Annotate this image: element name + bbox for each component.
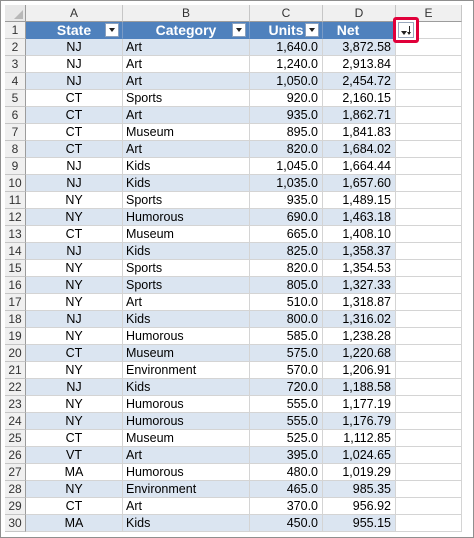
cell-state[interactable]: NY [26, 481, 123, 498]
header-category-label: Category [155, 22, 217, 38]
cell-units[interactable]: 1,035.0 [250, 175, 323, 192]
table-row [5, 158, 462, 175]
table-row [5, 192, 462, 209]
cell-state[interactable]: NY [26, 413, 123, 430]
row-number[interactable]: 29 [5, 498, 26, 515]
cell-category[interactable]: Museum [123, 226, 250, 243]
cell-state[interactable]: NJ [26, 243, 123, 260]
cell-units[interactable]: 820.0 [250, 141, 323, 158]
row-number[interactable]: 26 [5, 447, 26, 464]
cell-units[interactable]: 1,240.0 [250, 56, 323, 73]
cell-net[interactable]: 1,354.53 [323, 260, 396, 277]
row-number[interactable]: 20 [5, 345, 26, 362]
cell-state[interactable]: NJ [26, 175, 123, 192]
filter-dropdown-icon[interactable] [305, 23, 319, 37]
cell-state[interactable]: CT [26, 141, 123, 158]
cell-units[interactable]: 805.0 [250, 277, 323, 294]
cell-state[interactable]: NJ [26, 56, 123, 73]
cell-units[interactable]: 935.0 [250, 192, 323, 209]
cell-state[interactable]: NJ [26, 158, 123, 175]
cell-state[interactable]: CT [26, 345, 123, 362]
cell-category[interactable]: Kids [123, 243, 250, 260]
cell-column-e[interactable] [396, 90, 462, 107]
cell-state[interactable]: CT [26, 498, 123, 515]
cell-category[interactable]: Kids [123, 379, 250, 396]
cell-state[interactable]: NJ [26, 73, 123, 90]
table-row [5, 379, 462, 396]
table-row [5, 141, 462, 158]
cell-net[interactable]: 1,019.29 [323, 464, 396, 481]
cell-net[interactable]: 2,913.84 [323, 56, 396, 73]
cell-state[interactable]: CT [26, 107, 123, 124]
cell-category[interactable]: Humorous [123, 328, 250, 345]
row-number[interactable]: 22 [5, 379, 26, 396]
cell-units[interactable]: 450.0 [250, 515, 323, 532]
cell-units[interactable]: 665.0 [250, 226, 323, 243]
cell-net[interactable]: 1,220.68 [323, 345, 396, 362]
table-row [5, 311, 462, 328]
cell-column-e[interactable] [396, 413, 462, 430]
table-row [5, 515, 462, 532]
header-state-label: State [56, 22, 92, 38]
cell-units[interactable]: 525.0 [250, 430, 323, 447]
cell-net[interactable]: 1,489.15 [323, 192, 396, 209]
cell-column-e[interactable] [396, 226, 462, 243]
sort-descending-filter-icon [398, 22, 414, 38]
cell-units[interactable]: 465.0 [250, 481, 323, 498]
cell-column-e[interactable] [396, 107, 462, 124]
cell-category[interactable]: Kids [123, 175, 250, 192]
row-number[interactable]: 3 [5, 56, 26, 73]
table-row [5, 481, 462, 498]
cell-net[interactable]: 1,684.02 [323, 141, 396, 158]
cell-units[interactable]: 820.0 [250, 260, 323, 277]
cell-column-e[interactable] [396, 396, 462, 413]
row-number[interactable]: 18 [5, 311, 26, 328]
cell-state[interactable]: MA [26, 515, 123, 532]
cell-column-e[interactable] [396, 498, 462, 515]
cell-column-e[interactable] [396, 124, 462, 141]
cell-column-e[interactable] [396, 328, 462, 345]
cell-column-e[interactable] [396, 56, 462, 73]
row-number[interactable]: 6 [5, 107, 26, 124]
row-number[interactable]: 15 [5, 260, 26, 277]
cell-units[interactable]: 1,640.0 [250, 39, 323, 56]
cell-state[interactable]: NY [26, 362, 123, 379]
cell-column-e[interactable] [396, 243, 462, 260]
cell-net[interactable]: 1,176.79 [323, 413, 396, 430]
cell-net[interactable]: 3,872.58 [323, 39, 396, 56]
row-number[interactable]: 17 [5, 294, 26, 311]
cell-net[interactable]: 1,206.91 [323, 362, 396, 379]
cell-category[interactable]: Museum [123, 124, 250, 141]
cell-net[interactable]: 1,238.28 [323, 328, 396, 345]
table-row [5, 396, 462, 413]
cell-net[interactable]: 2,160.15 [323, 90, 396, 107]
cell-net[interactable]: 956.92 [323, 498, 396, 515]
table-row [5, 498, 462, 515]
row-number[interactable]: 4 [5, 73, 26, 90]
table-row [5, 90, 462, 107]
cell-category[interactable]: Art [123, 447, 250, 464]
table-row [5, 328, 462, 345]
cell-units[interactable]: 555.0 [250, 413, 323, 430]
row-number[interactable]: 10 [5, 175, 26, 192]
cell-category[interactable]: Environment [123, 362, 250, 379]
row-number[interactable]: 12 [5, 209, 26, 226]
table-row [5, 464, 462, 481]
filter-dropdown-icon[interactable] [105, 23, 119, 37]
row-number[interactable]: 30 [5, 515, 26, 532]
row-number[interactable]: 7 [5, 124, 26, 141]
column-header-b[interactable]: B [123, 5, 250, 22]
cell-net[interactable]: 2,454.72 [323, 73, 396, 90]
cell-units[interactable]: 920.0 [250, 90, 323, 107]
row-number[interactable]: 13 [5, 226, 26, 243]
cell-column-e[interactable] [396, 447, 462, 464]
cell-category[interactable]: Sports [123, 192, 250, 209]
cell-state[interactable]: NJ [26, 311, 123, 328]
cell-category[interactable]: Kids [123, 311, 250, 328]
row-number[interactable]: 25 [5, 430, 26, 447]
select-all-triangle-icon [14, 10, 23, 19]
cell-units[interactable]: 935.0 [250, 107, 323, 124]
cell-net[interactable]: 985.35 [323, 481, 396, 498]
cell-state[interactable]: CT [26, 226, 123, 243]
cell-category[interactable]: Art [123, 39, 250, 56]
cell-column-e[interactable] [396, 175, 462, 192]
row-number[interactable]: 11 [5, 192, 26, 209]
cell-units[interactable]: 585.0 [250, 328, 323, 345]
cell-column-e[interactable] [396, 294, 462, 311]
cell-net[interactable]: 1,841.83 [323, 124, 396, 141]
cell-net[interactable]: 1,463.18 [323, 209, 396, 226]
cell-column-e[interactable] [396, 362, 462, 379]
cell-category[interactable]: Sports [123, 90, 250, 107]
cell-column-e[interactable] [396, 73, 462, 90]
cell-category[interactable]: Humorous [123, 413, 250, 430]
row-number[interactable]: 19 [5, 328, 26, 345]
cell-category[interactable]: Sports [123, 277, 250, 294]
row-number[interactable]: 5 [5, 90, 26, 107]
table-row [5, 345, 462, 362]
cell-units[interactable]: 395.0 [250, 447, 323, 464]
cell-column-e[interactable] [396, 192, 462, 209]
column-header-d[interactable]: D [323, 5, 396, 22]
cell-column-e[interactable] [396, 260, 462, 277]
table-row [5, 56, 462, 73]
cell-units[interactable]: 690.0 [250, 209, 323, 226]
cell-category[interactable]: Art [123, 141, 250, 158]
cell-units[interactable]: 800.0 [250, 311, 323, 328]
cell-units[interactable]: 555.0 [250, 396, 323, 413]
table-row [5, 260, 462, 277]
header-state[interactable] [26, 22, 123, 39]
table-row [5, 226, 462, 243]
cell-category[interactable]: Art [123, 73, 250, 90]
row-number[interactable]: 9 [5, 158, 26, 175]
cell-state[interactable]: NJ [26, 39, 123, 56]
header-net-label: Net [336, 22, 360, 38]
cell-state[interactable]: NY [26, 328, 123, 345]
cell-column-e[interactable] [396, 209, 462, 226]
table-row [5, 447, 462, 464]
header-category[interactable] [123, 22, 250, 39]
row-number[interactable]: 16 [5, 277, 26, 294]
cell-column-e[interactable] [396, 311, 462, 328]
cell-net[interactable]: 1,112.85 [323, 430, 396, 447]
row-number[interactable]: 1 [5, 22, 26, 39]
worksheet-grid [5, 5, 462, 532]
row-number[interactable]: 28 [5, 481, 26, 498]
cell-state[interactable]: NY [26, 260, 123, 277]
row-number[interactable]: 14 [5, 243, 26, 260]
cell-net[interactable]: 1,316.02 [323, 311, 396, 328]
cell-net[interactable]: 1,862.71 [323, 107, 396, 124]
cell-units[interactable]: 480.0 [250, 464, 323, 481]
row-number[interactable]: 24 [5, 413, 26, 430]
cell-state[interactable]: NY [26, 209, 123, 226]
filter-dropdown-icon[interactable] [232, 23, 246, 37]
cell-category[interactable]: Art [123, 107, 250, 124]
table-row [5, 430, 462, 447]
table-row [5, 73, 462, 90]
cell-state[interactable]: CT [26, 124, 123, 141]
cell-net[interactable]: 955.15 [323, 515, 396, 532]
table-row [5, 107, 462, 124]
cell-units[interactable]: 570.0 [250, 362, 323, 379]
cell-state[interactable]: NY [26, 277, 123, 294]
row-number[interactable]: 8 [5, 141, 26, 158]
cell-units[interactable]: 1,050.0 [250, 73, 323, 90]
cell-units[interactable]: 510.0 [250, 294, 323, 311]
cell-net[interactable]: 1,408.10 [323, 226, 396, 243]
cell-column-e[interactable] [396, 141, 462, 158]
row-number[interactable]: 27 [5, 464, 26, 481]
cell-category[interactable]: Art [123, 294, 250, 311]
cell-column-e[interactable] [396, 379, 462, 396]
cell-net[interactable]: 1,327.33 [323, 277, 396, 294]
table-row [5, 243, 462, 260]
cell-net[interactable]: 1,664.44 [323, 158, 396, 175]
cell-category[interactable]: Humorous [123, 396, 250, 413]
cell-column-e[interactable] [396, 345, 462, 362]
column-header-e[interactable]: E [396, 5, 462, 22]
table-row [5, 362, 462, 379]
cell-category[interactable]: Kids [123, 158, 250, 175]
cell-net[interactable]: 1,358.37 [323, 243, 396, 260]
table-row [5, 294, 462, 311]
cell-units[interactable]: 825.0 [250, 243, 323, 260]
table-row [5, 277, 462, 294]
cell-column-e[interactable] [396, 158, 462, 175]
table-row [5, 209, 462, 226]
cell-units[interactable]: 895.0 [250, 124, 323, 141]
sort-descending-filter-button[interactable] [393, 17, 419, 43]
row-number[interactable]: 21 [5, 362, 26, 379]
header-units-label: Units [268, 22, 304, 38]
cell-net[interactable]: 1,657.60 [323, 175, 396, 192]
cell-category[interactable]: Museum [123, 430, 250, 447]
cell-category[interactable]: Museum [123, 345, 250, 362]
cell-category[interactable]: Humorous [123, 464, 250, 481]
cell-units[interactable]: 370.0 [250, 498, 323, 515]
cell-state[interactable]: NY [26, 192, 123, 209]
cell-units[interactable]: 720.0 [250, 379, 323, 396]
cell-state[interactable]: VT [26, 447, 123, 464]
cell-category[interactable]: Art [123, 498, 250, 515]
cell-units[interactable]: 575.0 [250, 345, 323, 362]
cell-net[interactable]: 1,024.65 [323, 447, 396, 464]
cell-category[interactable]: Environment [123, 481, 250, 498]
cell-category[interactable]: Sports [123, 260, 250, 277]
cell-state[interactable]: MA [26, 464, 123, 481]
column-header-c[interactable]: C [250, 5, 323, 22]
column-header-a[interactable]: A [26, 5, 123, 22]
cell-column-e[interactable] [396, 515, 462, 532]
cell-net[interactable]: 1,177.19 [323, 396, 396, 413]
cell-units[interactable]: 1,045.0 [250, 158, 323, 175]
header-net[interactable] [323, 22, 396, 39]
header-units[interactable] [250, 22, 323, 39]
row-number[interactable]: 2 [5, 39, 26, 56]
table-row [5, 413, 462, 430]
cell-category[interactable]: Art [123, 56, 250, 73]
cell-column-e[interactable] [396, 464, 462, 481]
cell-state[interactable]: NY [26, 294, 123, 311]
cell-column-e[interactable] [396, 481, 462, 498]
cell-column-e[interactable] [396, 277, 462, 294]
cell-state[interactable]: NY [26, 396, 123, 413]
row-number[interactable]: 23 [5, 396, 26, 413]
cell-column-e[interactable] [396, 430, 462, 447]
cell-net[interactable]: 1,318.87 [323, 294, 396, 311]
table-row [5, 124, 462, 141]
cell-category[interactable]: Kids [123, 515, 250, 532]
cell-state[interactable]: CT [26, 90, 123, 107]
cell-category[interactable]: Humorous [123, 209, 250, 226]
table-row [5, 175, 462, 192]
select-all-corner[interactable] [5, 5, 26, 22]
cell-state[interactable]: CT [26, 430, 123, 447]
cell-net[interactable]: 1,188.58 [323, 379, 396, 396]
cell-state[interactable]: NJ [26, 379, 123, 396]
